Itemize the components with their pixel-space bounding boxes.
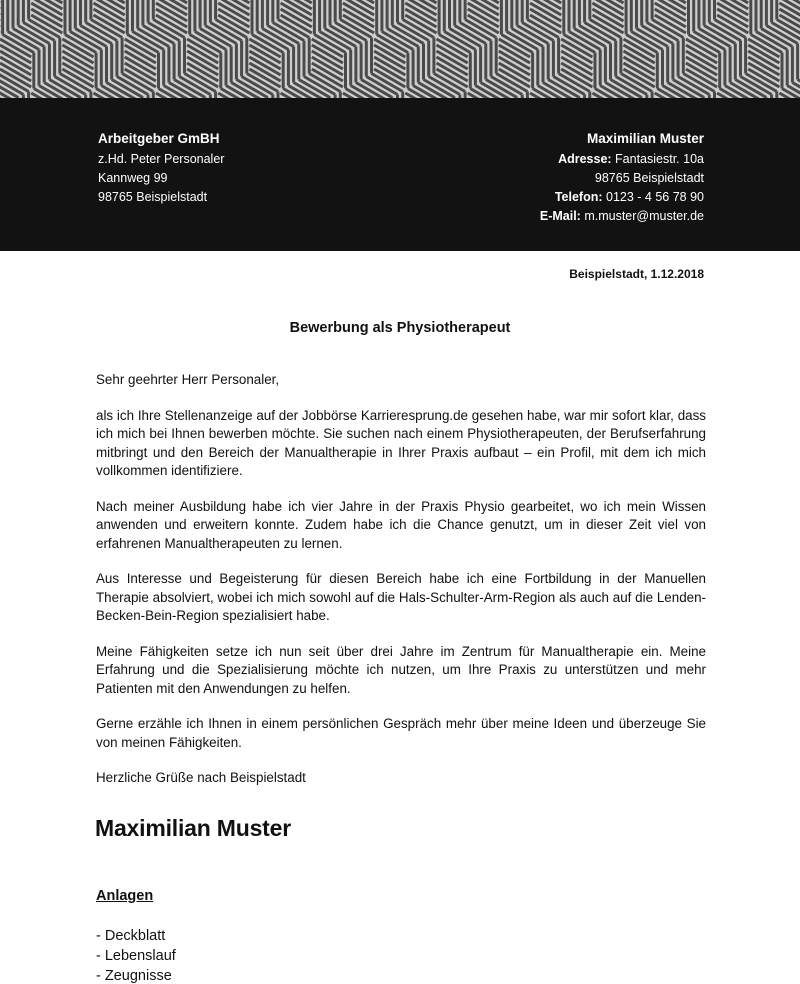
sender-phone: 0123 - 4 56 78 90: [606, 190, 704, 204]
letter-paragraph-5: Gerne erzähle ich Ihnen in einem persönlichen Gespräch mehr über meine Ideen und überzeuge Sie von meinen Fähigkeiten.: [96, 716, 706, 750]
recipient-street: Kannweg 99: [98, 171, 168, 185]
letter-paragraph-2: Nach meiner Ausbildung habe ich vier Jahre in der Praxis Physio gearbeitet, wo ich mein Wissen anwenden und erweitern konnte. Zudem habe ich die Chance genutzt, um in dieser Zeit viel von erfahrenen Manualtherapeuten zu lernen.: [96, 498, 706, 551]
signature: Maximilian Muster: [95, 815, 291, 841]
recipient-address-block: [98, 129, 224, 207]
contact-header-band: [0, 98, 800, 251]
decorative-header-pattern: [0, 0, 800, 98]
letter-closing: Herzliche Grüße nach Beispielstadt: [96, 770, 306, 785]
hexagon-stripe-pattern: [0, 0, 800, 98]
attachments-section: [96, 886, 176, 984]
attachment-item: - Lebenslauf: [96, 948, 176, 964]
sender-contact-block: [540, 129, 704, 226]
sender-address-city: 98765 Beispielstadt: [594, 171, 704, 185]
letter-date: Beispielstadt, 1.12.2018: [569, 267, 704, 281]
letter-body: [96, 371, 706, 805]
letter-paragraph-1: als ich Ihre Stellenanzeige auf der Jobbörse Karrieresprung.de gesehen habe, war mir sofort klar, dass ich mich bei Ihnen bewerben möchte. Sie suchen nach einem Physiotherapeuten, der Berufserfahrung mitbringt und den Bereich der Manualtherapie in Ihrer Praxis aufbaut – ein Profil, mit dem ich mich vollkommen identifiziere.: [96, 407, 706, 478]
sender-address-street: Fantasiestr. 10a: [615, 152, 704, 166]
sender-phone-label: Telefon:: [554, 190, 603, 204]
attachments-title: Anlagen: [96, 888, 154, 904]
attachment-item: - Deckblatt: [96, 928, 166, 944]
letter-paragraph-3: Aus Interesse und Begeisterung für diesen Bereich habe ich eine Fortbildung in der Manuellen Therapie absolviert, wobei ich mich sowohl auf die Hals-Schulter-Arm-Region als auch auf die Lenden-Becken-Bein-Region spezialisiert habe.: [96, 571, 706, 623]
sender-email-label: E-Mail:: [539, 209, 581, 223]
attachment-item: - Zeugnisse: [96, 968, 172, 984]
letter-salutation: Sehr geehrter Herr Personaler,: [96, 372, 280, 387]
sender-name: Maximilian Muster: [586, 131, 704, 146]
recipient-city: 98765 Beispielstadt: [98, 190, 208, 204]
sender-email-line: [540, 207, 704, 226]
recipient-company: Arbeitgeber GmBH: [98, 131, 220, 146]
sender-email: m.muster@muster.de: [584, 209, 704, 223]
recipient-attention: z.Hd. Peter Personaler: [98, 152, 225, 166]
letter-subject: Bewerbung als Physiotherapeut: [289, 320, 511, 336]
letter-paragraph-4: Meine Fähigkeiten setze ich nun seit über drei Jahre im Zentrum für Manualtherapie ein. Meine Erfahrung und die Spezialisierung möchte ich nutzen, um Ihre Praxis zu unterstützen und mehr Patienten mit den Anwendungen zu helfen.: [96, 643, 706, 696]
sender-address-line: [540, 150, 704, 169]
sender-phone-line: [540, 188, 704, 207]
sender-address-label: Adresse:: [558, 152, 612, 166]
